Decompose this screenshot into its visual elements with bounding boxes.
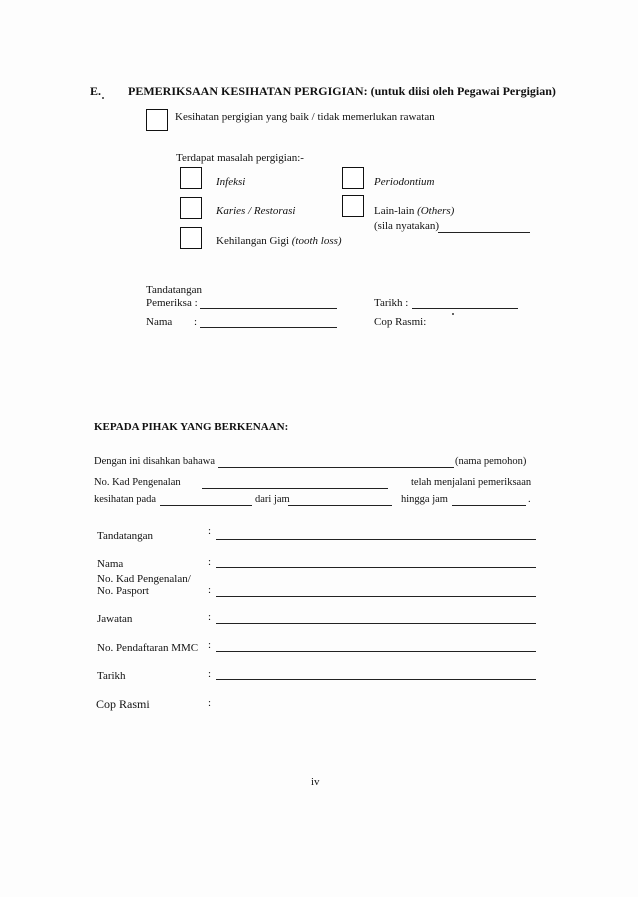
field-line-date[interactable]: [216, 679, 536, 680]
stray-mark: [102, 97, 104, 99]
field-line-position[interactable]: [216, 623, 536, 624]
examiner-signature-line[interactable]: [200, 308, 337, 309]
infeksi-label: Infeksi: [216, 176, 246, 188]
karies-checkbox[interactable]: [180, 197, 202, 219]
others-label: Lain-lain (Others): [374, 205, 455, 217]
from-time-line[interactable]: [288, 505, 392, 506]
tooth-loss-label: Kehilangan Gigi (tooth loss): [216, 235, 342, 247]
field-colon: :: [208, 668, 212, 680]
periodontium-label: Periodontium: [374, 176, 435, 188]
certification-heading: KEPADA PIHAK YANG BERKENAAN:: [94, 421, 289, 433]
section-title: PEMERIKSAAN KESIHATAN PERGIGIAN: (untuk diisi oleh Pegawai Pergigian): [128, 84, 556, 98]
problems-heading: Terdapat masalah pergigian:-: [176, 152, 304, 164]
signature-label: Tandatangan: [146, 284, 203, 296]
periodontium-checkbox[interactable]: [342, 167, 364, 189]
field-label-signature: Tandatangan: [97, 530, 154, 542]
name-colon: :: [194, 316, 198, 328]
page-number: iv: [311, 776, 320, 788]
name-line[interactable]: [200, 327, 337, 328]
field-colon: :: [208, 584, 212, 596]
exam-date-line[interactable]: [160, 505, 252, 506]
tooth-loss-checkbox[interactable]: [180, 227, 202, 249]
field-label-position: Jawatan: [97, 613, 133, 625]
healthy-checkbox[interactable]: [146, 109, 168, 131]
cert-line3-c: hingga jam: [401, 494, 448, 505]
cert-line2-a: No. Kad Pengenalan: [94, 477, 181, 488]
cert-line1-a: Dengan ini disahkan bahawa: [94, 456, 216, 467]
field-colon: :: [208, 697, 212, 709]
field-line-signature[interactable]: [216, 539, 536, 540]
field-colon: :: [208, 525, 212, 537]
infeksi-checkbox[interactable]: [180, 167, 202, 189]
cert-line3-a: kesihatan pada: [94, 494, 157, 505]
field-line-mmc[interactable]: [216, 651, 536, 652]
field-label-ic: No. Kad Pengenalan/: [97, 573, 191, 585]
section-letter: E.: [90, 84, 102, 98]
specify-label: (sila nyatakan): [374, 220, 440, 232]
date-line[interactable]: [412, 308, 518, 309]
field-colon: :: [208, 556, 212, 568]
field-label-name: Nama: [97, 558, 124, 570]
field-line-name[interactable]: [216, 567, 536, 568]
specify-line[interactable]: [438, 232, 530, 233]
stamp-label: Cop Rasmi:: [374, 316, 427, 328]
karies-label: Karies / Restorasi: [216, 205, 296, 217]
others-checkbox[interactable]: [342, 195, 364, 217]
cert-line3-b: dari jam: [255, 494, 290, 505]
field-label-stamp: Cop Rasmi: [96, 697, 150, 711]
field-line-ic[interactable]: [216, 596, 536, 597]
field-colon: :: [208, 639, 212, 651]
cert-line1-b: (nama pemohon): [455, 456, 527, 467]
ic-number-line[interactable]: [202, 488, 388, 489]
field-label-date: Tarikh: [97, 670, 126, 682]
cert-line2-b: telah menjalani pemeriksaan: [411, 477, 532, 488]
healthy-label: Kesihatan pergigian yang baik / tidak memerlukan rawatan: [175, 111, 435, 123]
to-time-line[interactable]: [452, 505, 526, 506]
cert-line3-end: .: [528, 494, 531, 505]
date-label: Tarikh :: [374, 297, 409, 309]
name-label: Nama: [146, 316, 173, 328]
applicant-name-line[interactable]: [218, 467, 454, 468]
field-label-mmc: No. Pendaftaran MMC: [97, 642, 199, 654]
stray-mark: [452, 313, 454, 315]
field-label-passport: No. Pasport: [97, 585, 149, 597]
field-colon: :: [208, 611, 212, 623]
examiner-label: Pemeriksa :: [146, 297, 198, 309]
